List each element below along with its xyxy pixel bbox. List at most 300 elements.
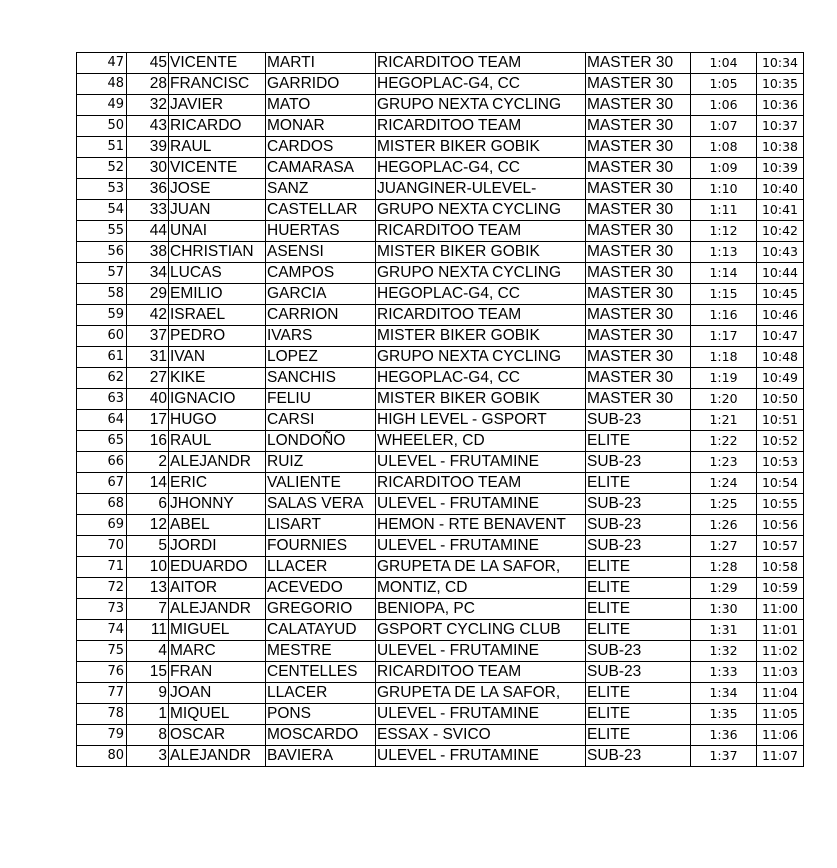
dorsal-cell: 8 (127, 725, 169, 746)
start-gap-cell: 1:15 (691, 284, 757, 305)
position-cell: 59 (77, 305, 127, 326)
start-gap-cell: 1:24 (691, 473, 757, 494)
position-cell: 68 (77, 494, 127, 515)
start-gap-cell: 1:21 (691, 410, 757, 431)
first-name-cell: JUAN (169, 200, 266, 221)
table-row (77, 200, 804, 221)
start-time-cell: 10:57 (757, 536, 804, 557)
team-cell: GRUPO NEXTA CYCLING (376, 263, 586, 284)
first-name-cell: AITOR (169, 578, 266, 599)
start-gap-cell: 1:13 (691, 242, 757, 263)
first-name-cell: KIKE (169, 368, 266, 389)
category-cell: ELITE (586, 473, 691, 494)
surname-cell: HUERTAS (266, 221, 376, 242)
start-gap-cell: 1:35 (691, 704, 757, 725)
table-row (77, 746, 804, 767)
dorsal-cell: 36 (127, 179, 169, 200)
first-name-cell: EMILIO (169, 284, 266, 305)
start-gap-cell: 1:37 (691, 746, 757, 767)
position-cell: 54 (77, 200, 127, 221)
position-cell: 76 (77, 662, 127, 683)
first-name-cell: HUGO (169, 410, 266, 431)
dorsal-cell: 6 (127, 494, 169, 515)
surname-cell: MESTRE (266, 641, 376, 662)
surname-cell: LLACER (266, 683, 376, 704)
dorsal-cell: 11 (127, 620, 169, 641)
surname-cell: MONAR (266, 116, 376, 137)
category-cell: MASTER 30 (586, 305, 691, 326)
start-time-cell: 11:03 (757, 662, 804, 683)
table-row (77, 410, 804, 431)
position-cell: 61 (77, 347, 127, 368)
surname-cell: VALIENTE (266, 473, 376, 494)
start-time-cell: 11:04 (757, 683, 804, 704)
first-name-cell: VICENTE (169, 158, 266, 179)
start-time-cell: 10:55 (757, 494, 804, 515)
first-name-cell: EDUARDO (169, 557, 266, 578)
first-name-cell: OSCAR (169, 725, 266, 746)
first-name-cell: MIQUEL (169, 704, 266, 725)
start-gap-cell: 1:17 (691, 326, 757, 347)
first-name-cell: JHONNY (169, 494, 266, 515)
team-cell: HEMON - RTE BENAVENT (376, 515, 586, 536)
table-row (77, 158, 804, 179)
surname-cell: BAVIERA (266, 746, 376, 767)
start-list-body (77, 53, 804, 767)
position-cell: 60 (77, 326, 127, 347)
category-cell: ELITE (586, 557, 691, 578)
table-row (77, 179, 804, 200)
table-row (77, 683, 804, 704)
dorsal-cell: 38 (127, 242, 169, 263)
position-cell: 62 (77, 368, 127, 389)
table-row (77, 263, 804, 284)
start-gap-cell: 1:10 (691, 179, 757, 200)
start-gap-cell: 1:12 (691, 221, 757, 242)
category-cell: MASTER 30 (586, 326, 691, 347)
start-time-cell: 11:01 (757, 620, 804, 641)
table-row (77, 494, 804, 515)
dorsal-cell: 3 (127, 746, 169, 767)
start-time-cell: 10:59 (757, 578, 804, 599)
team-cell: HEGOPLAC-G4, CC (376, 158, 586, 179)
table-row (77, 284, 804, 305)
dorsal-cell: 1 (127, 704, 169, 725)
start-gap-cell: 1:06 (691, 95, 757, 116)
first-name-cell: FRANCISC (169, 74, 266, 95)
category-cell: ELITE (586, 620, 691, 641)
surname-cell: CALATAYUD (266, 620, 376, 641)
category-cell: MASTER 30 (586, 242, 691, 263)
category-cell: SUB-23 (586, 410, 691, 431)
position-cell: 49 (77, 95, 127, 116)
table-row (77, 557, 804, 578)
position-cell: 53 (77, 179, 127, 200)
dorsal-cell: 9 (127, 683, 169, 704)
dorsal-cell: 17 (127, 410, 169, 431)
start-time-cell: 10:50 (757, 389, 804, 410)
start-time-cell: 11:06 (757, 725, 804, 746)
team-cell: MONTIZ, CD (376, 578, 586, 599)
dorsal-cell: 15 (127, 662, 169, 683)
category-cell: SUB-23 (586, 641, 691, 662)
first-name-cell: UNAI (169, 221, 266, 242)
first-name-cell: IGNACIO (169, 389, 266, 410)
team-cell: RICARDITOO TEAM (376, 116, 586, 137)
dorsal-cell: 34 (127, 263, 169, 284)
first-name-cell: ISRAEL (169, 305, 266, 326)
table-row (77, 578, 804, 599)
start-time-cell: 11:05 (757, 704, 804, 725)
surname-cell: LOPEZ (266, 347, 376, 368)
start-time-cell: 10:43 (757, 242, 804, 263)
start-time-cell: 10:49 (757, 368, 804, 389)
table-row (77, 95, 804, 116)
start-time-cell: 10:42 (757, 221, 804, 242)
table-row (77, 305, 804, 326)
category-cell: MASTER 30 (586, 221, 691, 242)
position-cell: 79 (77, 725, 127, 746)
dorsal-cell: 27 (127, 368, 169, 389)
dorsal-cell: 28 (127, 74, 169, 95)
start-gap-cell: 1:20 (691, 389, 757, 410)
dorsal-cell: 43 (127, 116, 169, 137)
surname-cell: CAMPOS (266, 263, 376, 284)
start-time-cell: 10:58 (757, 557, 804, 578)
start-time-cell: 10:54 (757, 473, 804, 494)
table-row (77, 704, 804, 725)
dorsal-cell: 31 (127, 347, 169, 368)
team-cell: RICARDITOO TEAM (376, 221, 586, 242)
start-gap-cell: 1:18 (691, 347, 757, 368)
surname-cell: RUIZ (266, 452, 376, 473)
category-cell: MASTER 30 (586, 74, 691, 95)
team-cell: ULEVEL - FRUTAMINE (376, 452, 586, 473)
position-cell: 73 (77, 599, 127, 620)
category-cell: MASTER 30 (586, 284, 691, 305)
team-cell: ULEVEL - FRUTAMINE (376, 536, 586, 557)
dorsal-cell: 32 (127, 95, 169, 116)
first-name-cell: VICENTE (169, 53, 266, 74)
table-row (77, 431, 804, 452)
surname-cell: GARCIA (266, 284, 376, 305)
table-row (77, 725, 804, 746)
table-row (77, 347, 804, 368)
team-cell: RICARDITOO TEAM (376, 662, 586, 683)
start-time-cell: 10:52 (757, 431, 804, 452)
team-cell: WHEELER, CD (376, 431, 586, 452)
start-time-cell: 10:46 (757, 305, 804, 326)
position-cell: 80 (77, 746, 127, 767)
category-cell: ELITE (586, 725, 691, 746)
team-cell: GRUPETA DE LA SAFOR, (376, 683, 586, 704)
start-gap-cell: 1:04 (691, 53, 757, 74)
category-cell: SUB-23 (586, 494, 691, 515)
surname-cell: CARDOS (266, 137, 376, 158)
first-name-cell: RAUL (169, 431, 266, 452)
team-cell: RICARDITOO TEAM (376, 473, 586, 494)
first-name-cell: ALEJANDR (169, 746, 266, 767)
dorsal-cell: 10 (127, 557, 169, 578)
start-gap-cell: 1:33 (691, 662, 757, 683)
team-cell: RICARDITOO TEAM (376, 53, 586, 74)
surname-cell: CENTELLES (266, 662, 376, 683)
start-time-cell: 10:35 (757, 74, 804, 95)
table-row (77, 536, 804, 557)
dorsal-cell: 30 (127, 158, 169, 179)
start-gap-cell: 1:08 (691, 137, 757, 158)
surname-cell: CARSI (266, 410, 376, 431)
position-cell: 52 (77, 158, 127, 179)
start-time-cell: 11:02 (757, 641, 804, 662)
surname-cell: MARTI (266, 53, 376, 74)
position-cell: 51 (77, 137, 127, 158)
position-cell: 65 (77, 431, 127, 452)
first-name-cell: MIGUEL (169, 620, 266, 641)
team-cell: GRUPO NEXTA CYCLING (376, 200, 586, 221)
category-cell: MASTER 30 (586, 200, 691, 221)
first-name-cell: MARC (169, 641, 266, 662)
start-gap-cell: 1:32 (691, 641, 757, 662)
position-cell: 58 (77, 284, 127, 305)
position-cell: 57 (77, 263, 127, 284)
table-row (77, 389, 804, 410)
dorsal-cell: 29 (127, 284, 169, 305)
surname-cell: FOURNIES (266, 536, 376, 557)
table-row (77, 242, 804, 263)
position-cell: 75 (77, 641, 127, 662)
dorsal-cell: 14 (127, 473, 169, 494)
dorsal-cell: 39 (127, 137, 169, 158)
start-time-cell: 10:45 (757, 284, 804, 305)
table-row (77, 662, 804, 683)
start-gap-cell: 1:36 (691, 725, 757, 746)
category-cell: MASTER 30 (586, 53, 691, 74)
surname-cell: SALAS VERA (266, 494, 376, 515)
start-gap-cell: 1:28 (691, 557, 757, 578)
start-gap-cell: 1:27 (691, 536, 757, 557)
start-gap-cell: 1:23 (691, 452, 757, 473)
position-cell: 69 (77, 515, 127, 536)
team-cell: HEGOPLAC-G4, CC (376, 284, 586, 305)
category-cell: MASTER 30 (586, 368, 691, 389)
start-time-cell: 10:39 (757, 158, 804, 179)
surname-cell: IVARS (266, 326, 376, 347)
table-row (77, 368, 804, 389)
start-time-cell: 10:40 (757, 179, 804, 200)
category-cell: ELITE (586, 704, 691, 725)
table-row (77, 641, 804, 662)
surname-cell: MOSCARDO (266, 725, 376, 746)
table-row (77, 221, 804, 242)
start-time-cell: 10:41 (757, 200, 804, 221)
first-name-cell: RAUL (169, 137, 266, 158)
dorsal-cell: 44 (127, 221, 169, 242)
table-row (77, 326, 804, 347)
surname-cell: MATO (266, 95, 376, 116)
dorsal-cell: 13 (127, 578, 169, 599)
start-time-cell: 11:00 (757, 599, 804, 620)
category-cell: ELITE (586, 578, 691, 599)
category-cell: SUB-23 (586, 515, 691, 536)
position-cell: 56 (77, 242, 127, 263)
dorsal-cell: 7 (127, 599, 169, 620)
position-cell: 70 (77, 536, 127, 557)
category-cell: MASTER 30 (586, 179, 691, 200)
category-cell: ELITE (586, 431, 691, 452)
category-cell: SUB-23 (586, 662, 691, 683)
team-cell: MISTER BIKER GOBIK (376, 326, 586, 347)
position-cell: 72 (77, 578, 127, 599)
first-name-cell: JORDI (169, 536, 266, 557)
surname-cell: ASENSI (266, 242, 376, 263)
surname-cell: CASTELLAR (266, 200, 376, 221)
team-cell: ESSAX - SVICO (376, 725, 586, 746)
first-name-cell: RICARDO (169, 116, 266, 137)
dorsal-cell: 2 (127, 452, 169, 473)
category-cell: SUB-23 (586, 452, 691, 473)
position-cell: 78 (77, 704, 127, 725)
surname-cell: CAMARASA (266, 158, 376, 179)
first-name-cell: JAVIER (169, 95, 266, 116)
position-cell: 71 (77, 557, 127, 578)
team-cell: MISTER BIKER GOBIK (376, 389, 586, 410)
surname-cell: PONS (266, 704, 376, 725)
start-gap-cell: 1:34 (691, 683, 757, 704)
team-cell: GRUPETA DE LA SAFOR, (376, 557, 586, 578)
start-gap-cell: 1:30 (691, 599, 757, 620)
team-cell: HEGOPLAC-G4, CC (376, 368, 586, 389)
start-time-cell: 10:38 (757, 137, 804, 158)
start-gap-cell: 1:16 (691, 305, 757, 326)
start-gap-cell: 1:22 (691, 431, 757, 452)
dorsal-cell: 16 (127, 431, 169, 452)
surname-cell: SANZ (266, 179, 376, 200)
dorsal-cell: 40 (127, 389, 169, 410)
team-cell: HEGOPLAC-G4, CC (376, 74, 586, 95)
team-cell: ULEVEL - FRUTAMINE (376, 641, 586, 662)
start-gap-cell: 1:31 (691, 620, 757, 641)
first-name-cell: FRAN (169, 662, 266, 683)
table-row (77, 599, 804, 620)
start-gap-cell: 1:25 (691, 494, 757, 515)
position-cell: 77 (77, 683, 127, 704)
table-row (77, 137, 804, 158)
first-name-cell: JOAN (169, 683, 266, 704)
dorsal-cell: 5 (127, 536, 169, 557)
dorsal-cell: 12 (127, 515, 169, 536)
start-gap-cell: 1:05 (691, 74, 757, 95)
start-gap-cell: 1:09 (691, 158, 757, 179)
first-name-cell: IVAN (169, 347, 266, 368)
team-cell: MISTER BIKER GOBIK (376, 242, 586, 263)
team-cell: ULEVEL - FRUTAMINE (376, 704, 586, 725)
first-name-cell: LUCAS (169, 263, 266, 284)
team-cell: GRUPO NEXTA CYCLING (376, 95, 586, 116)
table-row (77, 452, 804, 473)
start-time-cell: 11:07 (757, 746, 804, 767)
surname-cell: SANCHIS (266, 368, 376, 389)
start-gap-cell: 1:07 (691, 116, 757, 137)
category-cell: MASTER 30 (586, 389, 691, 410)
category-cell: ELITE (586, 683, 691, 704)
start-time-cell: 10:51 (757, 410, 804, 431)
start-gap-cell: 1:29 (691, 578, 757, 599)
surname-cell: CARRION (266, 305, 376, 326)
team-cell: GSPORT CYCLING CLUB (376, 620, 586, 641)
surname-cell: LLACER (266, 557, 376, 578)
category-cell: MASTER 30 (586, 347, 691, 368)
first-name-cell: PEDRO (169, 326, 266, 347)
start-list-table (76, 52, 804, 767)
position-cell: 66 (77, 452, 127, 473)
surname-cell: GREGORIO (266, 599, 376, 620)
surname-cell: LONDOÑO (266, 431, 376, 452)
team-cell: ULEVEL - FRUTAMINE (376, 746, 586, 767)
position-cell: 64 (77, 410, 127, 431)
position-cell: 74 (77, 620, 127, 641)
table-row (77, 74, 804, 95)
table-row (77, 515, 804, 536)
first-name-cell: JOSE (169, 179, 266, 200)
dorsal-cell: 37 (127, 326, 169, 347)
start-time-cell: 10:53 (757, 452, 804, 473)
category-cell: MASTER 30 (586, 95, 691, 116)
start-time-cell: 10:48 (757, 347, 804, 368)
start-gap-cell: 1:14 (691, 263, 757, 284)
start-time-cell: 10:56 (757, 515, 804, 536)
start-time-cell: 10:47 (757, 326, 804, 347)
dorsal-cell: 45 (127, 53, 169, 74)
category-cell: MASTER 30 (586, 158, 691, 179)
dorsal-cell: 4 (127, 641, 169, 662)
team-cell: RICARDITOO TEAM (376, 305, 586, 326)
category-cell: MASTER 30 (586, 116, 691, 137)
first-name-cell: ALEJANDR (169, 452, 266, 473)
team-cell: JUANGINER-ULEVEL- (376, 179, 586, 200)
table-row (77, 473, 804, 494)
table-row (77, 116, 804, 137)
table-row (77, 620, 804, 641)
first-name-cell: ERIC (169, 473, 266, 494)
table-row (77, 53, 804, 74)
position-cell: 67 (77, 473, 127, 494)
first-name-cell: ALEJANDR (169, 599, 266, 620)
team-cell: MISTER BIKER GOBIK (376, 137, 586, 158)
surname-cell: GARRIDO (266, 74, 376, 95)
start-gap-cell: 1:11 (691, 200, 757, 221)
start-time-cell: 10:36 (757, 95, 804, 116)
surname-cell: ACEVEDO (266, 578, 376, 599)
team-cell: HIGH LEVEL - GSPORT (376, 410, 586, 431)
start-time-cell: 10:37 (757, 116, 804, 137)
category-cell: MASTER 30 (586, 137, 691, 158)
start-time-cell: 10:34 (757, 53, 804, 74)
team-cell: GRUPO NEXTA CYCLING (376, 347, 586, 368)
start-time-cell: 10:44 (757, 263, 804, 284)
first-name-cell: CHRISTIAN (169, 242, 266, 263)
first-name-cell: ABEL (169, 515, 266, 536)
surname-cell: LISART (266, 515, 376, 536)
position-cell: 50 (77, 116, 127, 137)
position-cell: 55 (77, 221, 127, 242)
category-cell: SUB-23 (586, 536, 691, 557)
surname-cell: FELIU (266, 389, 376, 410)
start-gap-cell: 1:19 (691, 368, 757, 389)
team-cell: BENIOPA, PC (376, 599, 586, 620)
position-cell: 47 (77, 53, 127, 74)
dorsal-cell: 33 (127, 200, 169, 221)
